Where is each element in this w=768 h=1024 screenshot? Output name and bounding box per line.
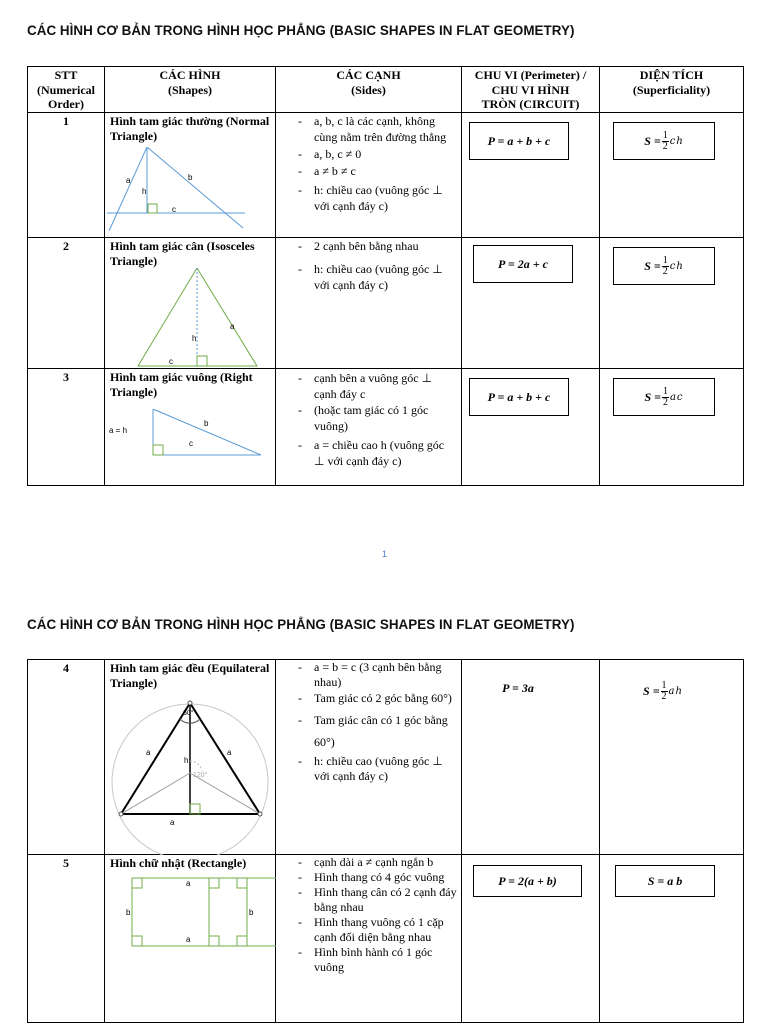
props-cell <box>276 369 462 486</box>
perimeter-cell <box>462 113 600 238</box>
perimeter-formula: P = a + b + c <box>469 122 569 160</box>
frac-num: 1 <box>661 679 667 691</box>
area-formula <box>613 122 715 160</box>
frac-den: 2 <box>662 140 668 152</box>
shape-cell <box>105 855 276 1023</box>
page-number: 1 <box>382 549 388 559</box>
prop-item-noblt <box>276 402 457 434</box>
perimeter-formula: P = 3a <box>502 680 534 695</box>
frac-den: 2 <box>662 396 668 408</box>
side-label-b: b <box>204 419 209 428</box>
side-label-b-left: b <box>126 908 131 917</box>
props-cell <box>276 660 462 855</box>
prop-item: - Hình thang vuông có 1 cặp cạnh đối diện bằng nhau <box>276 915 457 945</box>
props-list <box>276 369 461 469</box>
prop-item: - h: chiều cao (vuông góc ⊥ với cạnh đáy c) <box>276 261 457 293</box>
perimeter-cell <box>462 660 600 855</box>
row-number: 2 <box>28 238 105 369</box>
area-prefix: S = <box>644 389 661 404</box>
perimeter-cell <box>462 855 600 1023</box>
row-number: 5 <box>28 855 105 1023</box>
prop-item: - Hình thang có 4 góc vuông <box>276 870 457 885</box>
area-fraction <box>662 387 669 408</box>
angle-label-60: 60° <box>183 710 194 717</box>
area-var: ah <box>668 685 683 697</box>
prop-item: - Hình bình hành có 1 góc vuông <box>276 945 457 975</box>
area-cell <box>600 660 744 855</box>
area-prefix: S = <box>643 683 660 698</box>
right-triangle-shape-visible <box>105 409 276 465</box>
header-perimeter: CHU VI (Perimeter) / CHU VI HÌNH TRÒN (CIRCUIT) <box>462 67 600 113</box>
header-area: DIỆN TÍCH (Superficiality) <box>600 67 744 113</box>
area-formula <box>613 247 715 285</box>
shape-cell <box>105 113 276 238</box>
side-label-a-equals-h: a = h <box>109 426 128 435</box>
prop-text: (hoặc tam giác có 1 góc vuông) <box>314 403 429 433</box>
prop-item: - a, b, c ≠ 0 <box>276 146 457 162</box>
prop-item: - a, b, c là các cạnh, không cùng nằm trên đường thẳng <box>276 113 457 145</box>
shape-name: Hình chữ nhật (Rectangle) <box>110 856 247 870</box>
side-label-a-top: a <box>186 879 191 888</box>
row-number: 3 <box>28 369 105 486</box>
props-cell <box>276 113 462 238</box>
frac-den: 2 <box>661 690 667 702</box>
prop-item: - Tam giác có 2 góc bằng 60°) <box>276 687 457 709</box>
prop-item: - 2 cạnh bên bằng nhau <box>276 238 457 254</box>
shape-name: Hình tam giác vuông (Right Triangle) <box>110 370 253 399</box>
frac-num: 1 <box>662 254 668 266</box>
area-formula <box>613 378 715 416</box>
frac-num: 1 <box>662 129 668 141</box>
props-cell <box>276 238 462 369</box>
header-shapes: CÁC HÌNH (Shapes) <box>105 67 276 113</box>
table-row <box>28 238 744 369</box>
side-label-b-right: b <box>249 908 254 917</box>
area-cell <box>600 855 744 1023</box>
area-cell <box>600 238 744 369</box>
props-list <box>276 113 461 214</box>
frac-den: 2 <box>662 265 668 277</box>
prop-item: - cạnh dài a ≠ cạnh ngắn b <box>276 855 457 870</box>
prop-item: - h: chiều cao (vuông góc ⊥ với cạnh đáy c) <box>276 754 457 784</box>
side-label-a: a <box>126 176 131 185</box>
perimeter-cell <box>462 369 600 486</box>
height-label-h: h <box>142 187 147 196</box>
equilateral-triangle-figure <box>105 693 276 855</box>
row-number: 1 <box>28 113 105 238</box>
area-var: ch <box>669 260 684 272</box>
prop-item: - a = chiều cao h (vuông góc ⊥ với cạnh đáy c) <box>276 437 457 469</box>
prop-item: - Hình thang cân có 2 cạnh đáy bằng nhau <box>276 885 457 915</box>
height-label-h: h <box>192 334 197 343</box>
side-label-c: c <box>189 439 193 448</box>
prop-item: - h: chiều cao (vuông góc ⊥ với cạnh đáy c) <box>276 182 457 214</box>
shape-name: Hình tam giác đều (Equilateral Triangle) <box>110 661 270 690</box>
shape-cell <box>105 238 276 369</box>
area-cell <box>600 369 744 486</box>
shapes-table-1 <box>27 66 744 486</box>
area-formula: S = a b <box>615 865 715 897</box>
page-title: CÁC HÌNH CƠ BẢN TRONG HÌNH HỌC PHẲNG (BASIC SHAPES IN FLAT GEOMETRY) <box>27 23 575 38</box>
shapes-table-2 <box>27 659 744 1023</box>
frac-num: 1 <box>662 385 668 397</box>
side-label-a: a <box>230 322 235 331</box>
area-fraction <box>662 131 669 152</box>
props-list <box>276 238 461 293</box>
rectangle-drawing-final <box>105 877 276 953</box>
header-stt: STT (Numerical Order) <box>28 67 105 113</box>
page-title-2: CÁC HÌNH CƠ BẢN TRONG HÌNH HỌC PHẲNG (BASIC SHAPES IN FLAT GEOMETRY) <box>27 617 575 632</box>
prop-item: - cạnh bên a vuông góc ⊥ cạnh đáy c <box>276 370 457 402</box>
prop-item: - a ≠ b ≠ c <box>276 163 457 179</box>
side-label-c: c <box>172 205 176 214</box>
props-list <box>276 855 461 975</box>
prop-item: - Tam giác cân có 1 góc bằng 60°) <box>276 709 457 753</box>
shape-name: Hình tam giác cân (Isosceles Triangle) <box>110 239 255 268</box>
area-formula <box>613 673 713 709</box>
prop-item: - a = b = c (3 cạnh bên bằng nhau) <box>276 660 457 690</box>
normal-triangle-figure <box>105 147 276 237</box>
side-label-a-bottom: a <box>170 818 175 827</box>
side-label-c: c <box>169 357 173 366</box>
side-label-b: b <box>188 173 193 182</box>
area-var: ac <box>669 391 684 403</box>
props-cell <box>276 855 462 1023</box>
table-row <box>28 113 744 238</box>
isosceles-triangle-figure <box>105 268 276 368</box>
area-var: ch <box>669 135 684 147</box>
angle-label-120: 120° <box>193 772 208 779</box>
area-fraction <box>661 681 668 702</box>
perimeter-formula: P = a + b + c <box>469 378 569 416</box>
area-fraction <box>662 256 669 277</box>
table-row <box>28 660 744 855</box>
area-cell <box>600 113 744 238</box>
height-label-h: h <box>184 756 189 765</box>
shape-cell <box>105 660 276 855</box>
side-label-a-right: a <box>227 748 232 757</box>
perimeter-formula: P = 2(a + b) <box>473 865 582 897</box>
side-label-a-left: a <box>146 748 151 757</box>
table-row <box>28 855 744 1023</box>
side-label-a-bottom: a <box>186 935 191 944</box>
area-prefix: S = <box>644 133 661 148</box>
perimeter-cell <box>462 238 600 369</box>
area-prefix: S = <box>644 258 661 273</box>
row-number: 4 <box>28 660 105 855</box>
shape-cell <box>105 369 276 486</box>
header-row <box>28 67 744 113</box>
shape-name: Hình tam giác thường (Normal Triangle) <box>110 114 270 143</box>
props-list <box>276 660 461 784</box>
perimeter-formula: P = 2a + c <box>473 245 573 283</box>
table-row <box>28 369 744 486</box>
header-sides: CÁC CẠNH (Sides) <box>276 67 462 113</box>
